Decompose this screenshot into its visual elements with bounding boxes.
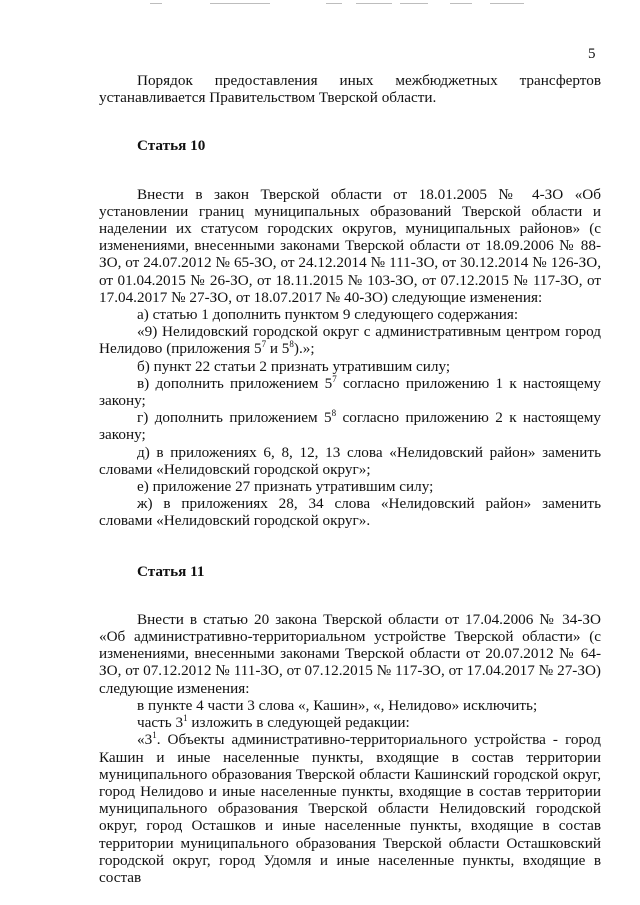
document-body [99,72,601,886]
intro-paragraph: Порядок предоставления иных межбюджетных трансфертов устанавливается Правительством Тверской области. [99,72,601,107]
article-11-heading: Статья 11 [137,562,205,580]
article-10-item-g: г) дополнить приложением $5^8$ согласно приложению 2 к настоящему закону; [99,408,601,444]
article-11-quote: «$3^1$. Объекты административно-территориального устройства - город Кашин и иные населенные пункты, входящие в состав территории муниципального образования Тверской области Кашинский городской округ, город Нелидово и иные населенные пункты, входящие в состав территории муниципального образования Тверской области Нелидовский городской округ, город Осташков и иные населенные пункты, входящие в состав территории муниципального образования Тверской области Осташковский городской округ, город Удомля и иные населенные пункты, входящие в состав [99,730,601,886]
article-10-item-v: в) дополнить приложением $5^7$ согласно приложению 1 к настоящему закону; [99,373,601,410]
page-number: 5 [588,46,596,62]
article-10-item-b: б) пункт 22 статьи 2 признать утратившим силу; [137,357,451,375]
article-10-item-zh: ж) в приложениях 28, 34 слова «Нелидовский район» заменить словами «Нелидовский городской округ». [99,495,601,530]
article-10-heading: Статья 10 [137,137,206,155]
article-10-item-e: е) приложение 27 признать утратившим силу; [137,478,434,496]
article-10-item-a-quote: «9) Нелидовский городской округ с административным центром город Нелидово (приложения $5^7$ и $5^8$).»; [99,323,601,358]
article-10-intro: Внести в закон Тверской области от 18.01.2005 № 4-ЗО «Об установлении границ муниципальных образований Тверской области и наделении их статусом городских округов, муниципальных районов» (с изменениями, внесенными законами Тверской области от 18.09.2006 № 88-ЗО, от 24.07.2012 № 65-ЗО, от 24.12.2014 № 111-ЗО, от 30.12.2014 № 126-ЗО, от 01.04.2015 № 26-ЗО, от 18.11.2015 № 103-ЗО, от 07.12.2015 № 117-ЗО, от 17.04.2017 № 27-ЗО, от 18.07.2017 № 40-ЗО) следующие изменения: [99,185,601,306]
article-11-line-2: часть $3^1$ изложить в следующей редакции: [137,713,410,732]
article-10-item-a: а) статью 1 дополнить пунктом 9 следующего содержания: [137,306,519,324]
article-11-intro: Внести в статью 20 закона Тверской области от 17.04.2006 № 34-ЗО «Об административно-территориальном устройстве Тверской области» (с изменениями, внесенными законами Тверской области от 20.07.2012 № 64-ЗО, от 07.12.2012 № 111-ЗО, от 07.12.2015 № 117-ЗО, от 17.04.2017 № 27-ЗО) следующие изменения: [99,610,601,697]
article-10-item-d: д) в приложениях 6, 8, 12, 13 слова «Нелидовский район» заменить словами «Нелидовский городской округ»; [99,443,601,478]
scan-artifact-marks [150,3,530,5]
article-11-line-1: в пункте 4 части 3 слова «, Кашин», «, Нелидово» исключить; [137,696,538,714]
